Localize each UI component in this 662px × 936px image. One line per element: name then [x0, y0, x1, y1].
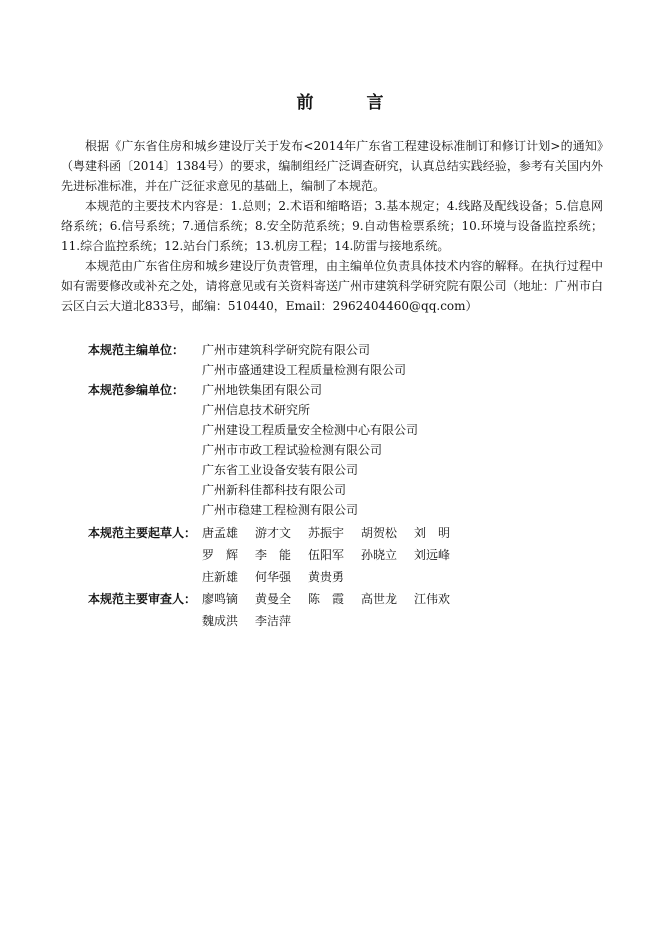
page-title: 前 言 [296, 93, 402, 113]
person-name: 唐孟雄 [202, 526, 239, 540]
name-row [202, 566, 467, 588]
credits-section [88, 340, 467, 632]
name-row [202, 610, 467, 632]
paragraph-management: 本规范由广东省住房和城乡建设厅负责管理，由主编单位负责具体技术内容的解释。在执行过程中如有需要修改或补充之处，请将意见或有关资料寄送广州市建筑科学研究院有限公司（地址：广州市白云区白云大道北833号，邮编：510440，Email：2962404460@qq.com） [61, 259, 603, 313]
person-name: 刘 明 [414, 526, 451, 540]
org-item: 广州建设工程质量安全检测中心有限公司 [202, 423, 419, 437]
participants-label: 本规范参编单位： [88, 383, 185, 397]
person-name: 苏振宇 [308, 526, 345, 540]
drafters-list [202, 522, 467, 588]
org-item: 广州地铁集团有限公司 [202, 383, 323, 397]
person-name: 孙晓立 [361, 548, 398, 562]
person-name: 刘远峰 [414, 548, 451, 562]
org-item: 广州市建筑科学研究院有限公司 [202, 343, 371, 357]
person-name: 高世龙 [361, 592, 398, 606]
paragraph-background: 根据《广东省住房和城乡建设厅关于发布<2014年广东省工程建设标准制订和修订计划>的通知》（粤建科函〔2014〕1384号）的要求，编制组经广泛调查研究，认真总结实践经验，参考有关国内外先进标准标准，并在广泛征求意见的基础上，编制了本规范。 [61, 139, 603, 193]
name-row [202, 588, 467, 610]
drafters [88, 522, 467, 588]
chief-editors-label: 本规范主编单位： [88, 343, 185, 357]
org-item: 广州市稳建工程检测有限公司 [202, 503, 359, 517]
person-name: 黄贵勇 [308, 570, 345, 584]
person-name: 伍阳军 [308, 548, 345, 562]
foreword-body [61, 136, 603, 316]
person-name: 李洁萍 [255, 614, 292, 628]
drafters-label: 本规范主要起草人： [88, 526, 197, 540]
person-name: 何华强 [255, 570, 292, 584]
reviewers [88, 588, 467, 632]
person-name: 陈 霞 [308, 592, 345, 606]
org-item: 广州市市政工程试验检测有限公司 [202, 443, 383, 457]
chief-editors-list [202, 340, 406, 380]
person-name: 黄曼全 [255, 592, 292, 606]
person-name: 罗 辉 [202, 548, 239, 562]
participants-list [202, 380, 418, 520]
person-name: 庄新雄 [202, 570, 239, 584]
name-row [202, 522, 467, 544]
reviewers-label: 本规范主要审查人： [88, 592, 197, 606]
chief-editors [88, 340, 467, 380]
person-name: 胡贺松 [361, 526, 398, 540]
reviewers-list [202, 588, 467, 632]
person-name: 廖鸣镝 [202, 592, 239, 606]
participant-units [88, 380, 467, 520]
name-row [202, 544, 467, 566]
org-item: 广州市盛通建设工程质量检测有限公司 [202, 363, 407, 377]
person-name: 江伟欢 [414, 592, 451, 606]
person-name: 魏成洪 [202, 614, 239, 628]
person-name: 李 能 [255, 548, 292, 562]
org-item: 广东省工业设备安装有限公司 [202, 463, 359, 477]
paragraph-technical-content: 本规范的主要技术内容是：1.总则；2.术语和缩略语；3.基本规定；4.线路及配线设备；5.信息网络系统；6.信号系统；7.通信系统；8.安全防范系统；9.自动售检票系统；10.环境与设备监控系统；11.综合监控系统；12.站台门系统；13.机房工程；14.防雷与接地系统。 [61, 199, 603, 253]
person-name: 游才文 [255, 526, 292, 540]
org-item: 广州信息技术研究所 [202, 403, 311, 417]
org-item: 广州新科佳都科技有限公司 [202, 483, 347, 497]
